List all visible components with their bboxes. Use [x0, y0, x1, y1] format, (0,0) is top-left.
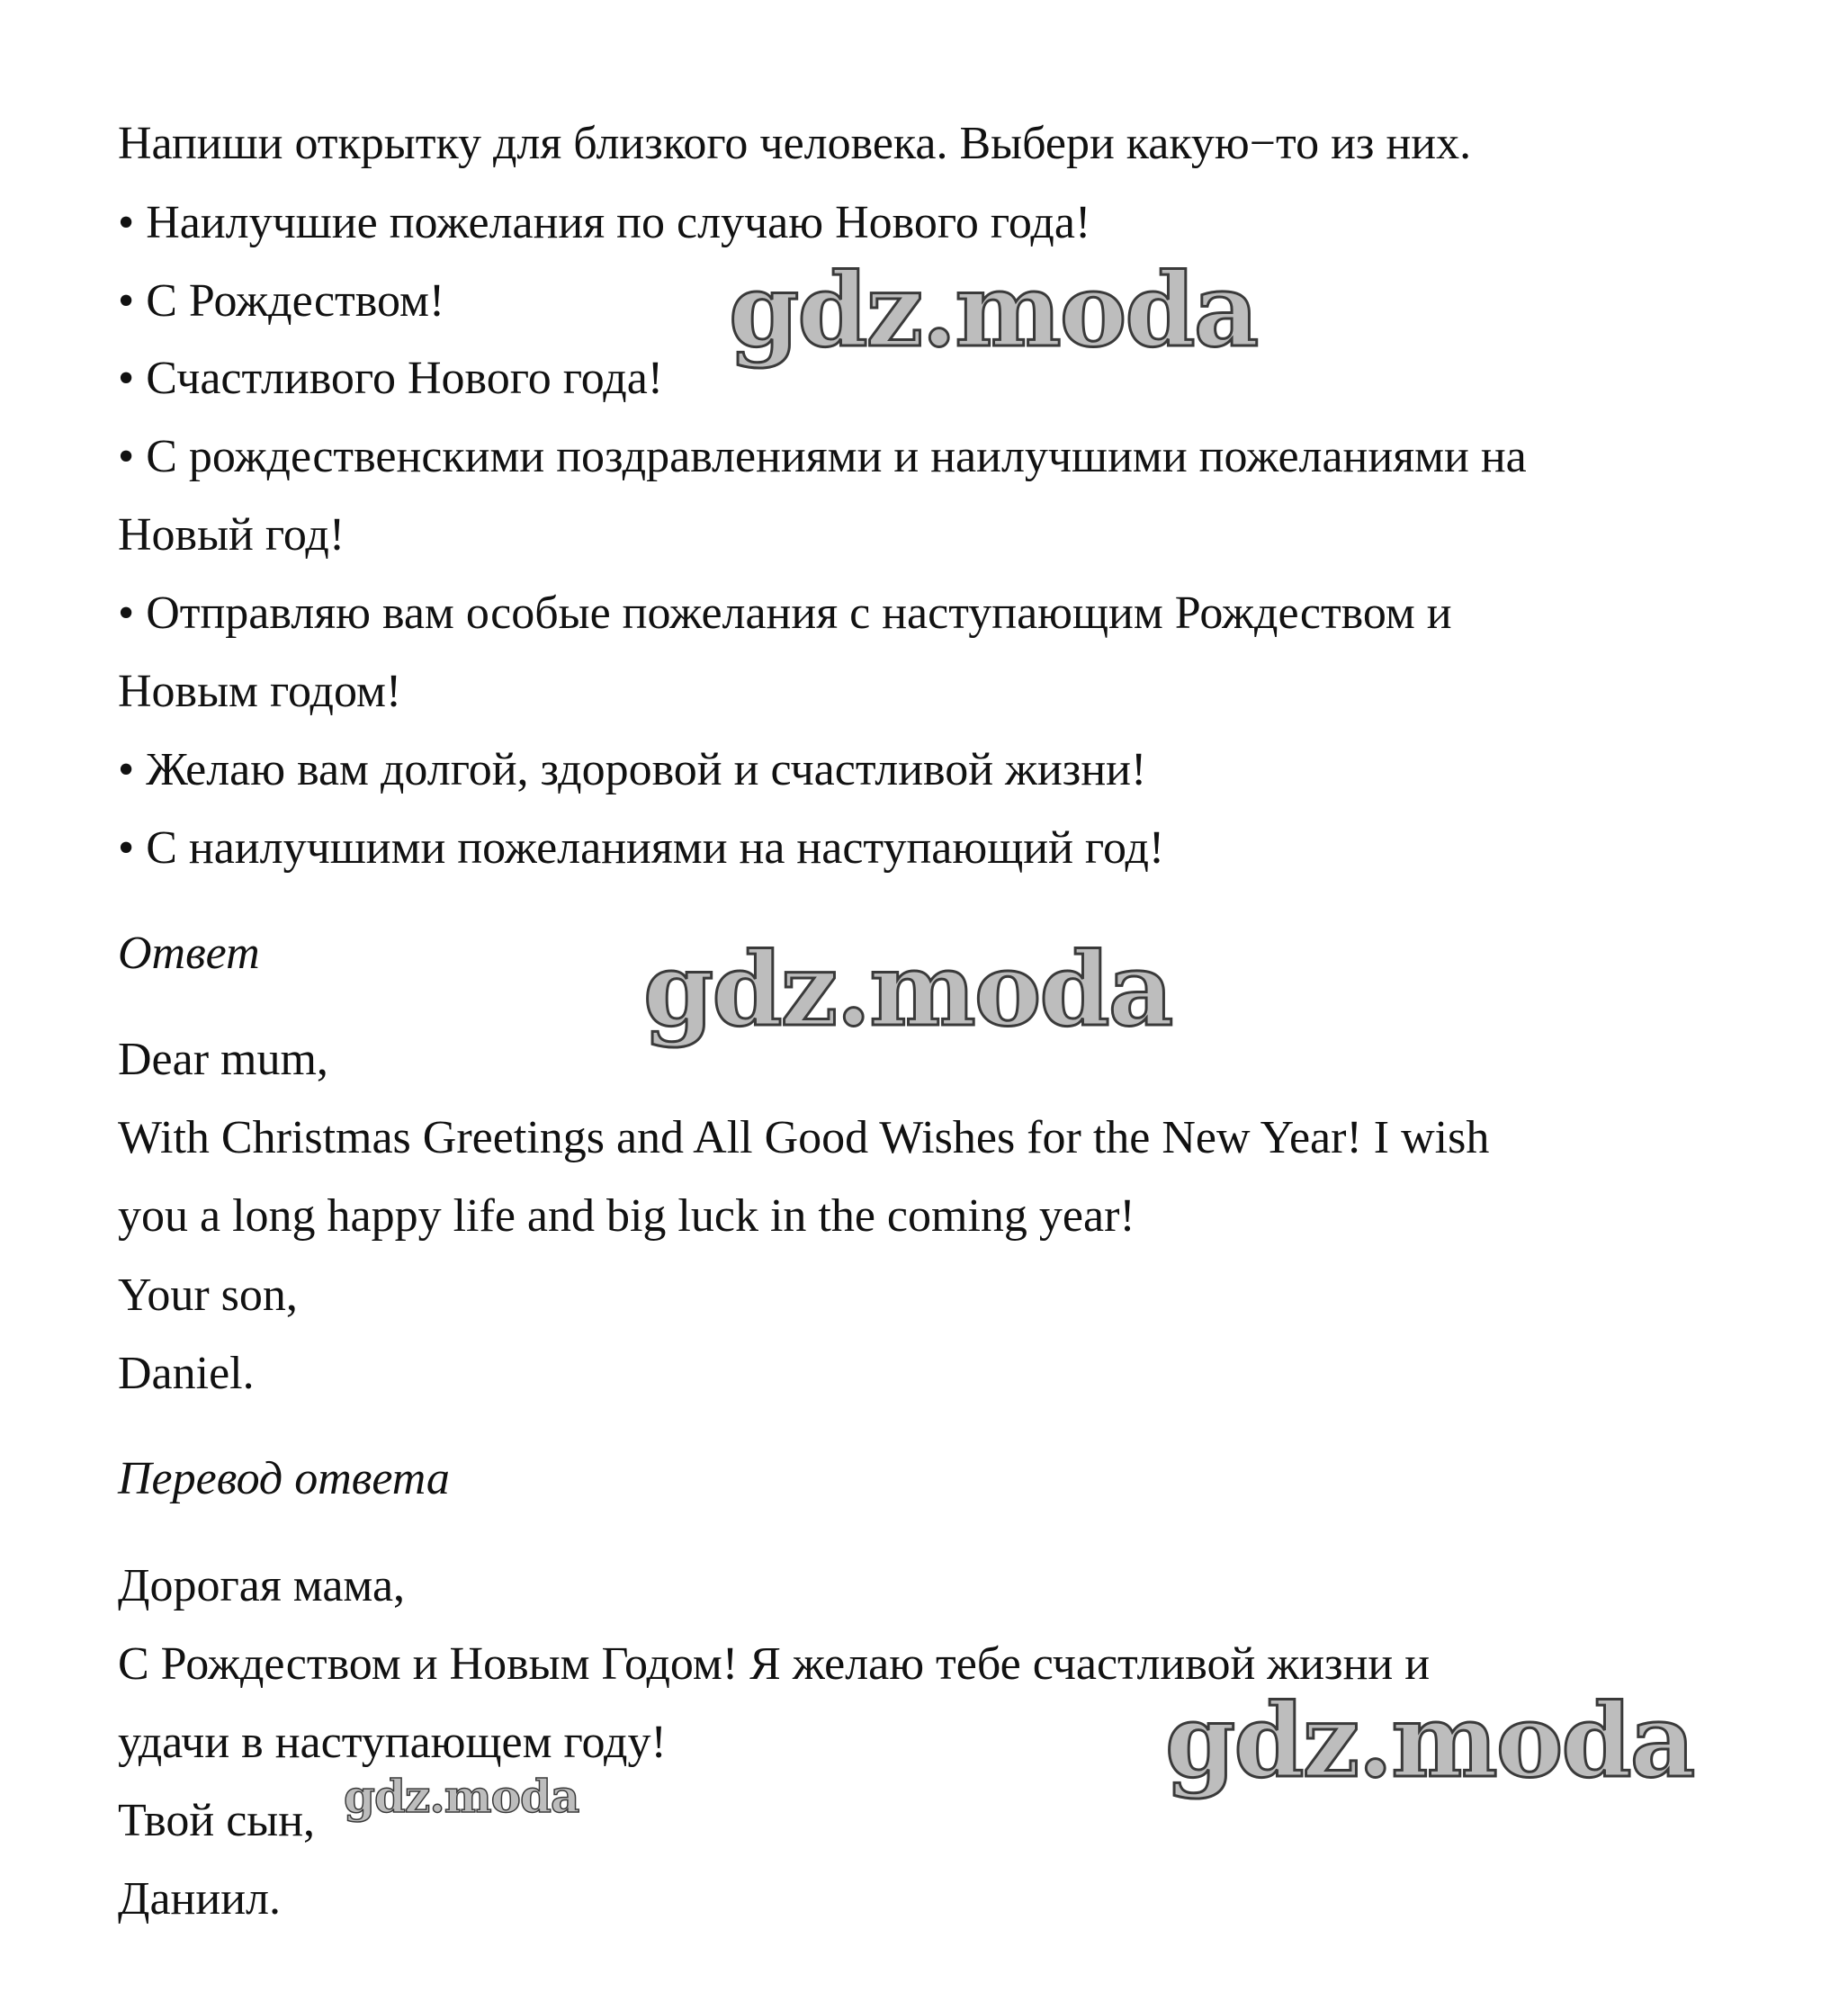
answer-heading: Ответ — [118, 928, 260, 979]
watermark-logo: gdz.moda — [643, 931, 1172, 1049]
task-option: • Отправляю вам особые пожелания с наступающим Рождеством и — [118, 588, 1452, 639]
answer-line: you a long happy life and big luck in the coming year! — [118, 1190, 1135, 1242]
answer-line: With Christmas Greetings and All Good Wishes for the New Year! I wish — [118, 1112, 1490, 1163]
translation-line: Даниил. — [118, 1873, 281, 1925]
task-instruction: Напиши открытку для близкого человека. Выбери какую−то из них. — [118, 118, 1472, 169]
task-option: • С Рождеством! — [118, 275, 445, 327]
watermark-logo: gdz.moda — [344, 1770, 579, 1823]
answer-line: Daniel. — [118, 1348, 255, 1399]
task-option: • Счастливого Нового года! — [118, 353, 664, 404]
translation-heading: Перевод ответа — [118, 1453, 450, 1504]
translation-line: удачи в наступающем году! — [118, 1717, 667, 1768]
watermark-logo: gdz.moda — [729, 252, 1258, 370]
task-option: Новым годом! — [118, 666, 402, 717]
task-option: • С рождественскими поздравлениями и наилучшими пожеланиями на — [118, 431, 1527, 482]
translation-line: С Рождеством и Новым Годом! Я желаю тебе счастливой жизни и — [118, 1638, 1431, 1690]
task-option: Новый год! — [118, 509, 345, 561]
answer-line: Your son, — [118, 1270, 298, 1321]
answer-line: Dear mum, — [118, 1034, 328, 1085]
task-option: • Наилучшие пожелания по случаю Нового года! — [118, 197, 1091, 248]
translation-line: Дорогая мама, — [118, 1560, 406, 1611]
task-option: • С наилучшими пожеланиями на наступающий год! — [118, 822, 1165, 874]
watermark-logo: gdz.moda — [1165, 1682, 1694, 1800]
translation-line: Твой сын, — [118, 1795, 316, 1846]
task-option: • Желаю вам долгой, здоровой и счастливой жизни! — [118, 744, 1147, 795]
